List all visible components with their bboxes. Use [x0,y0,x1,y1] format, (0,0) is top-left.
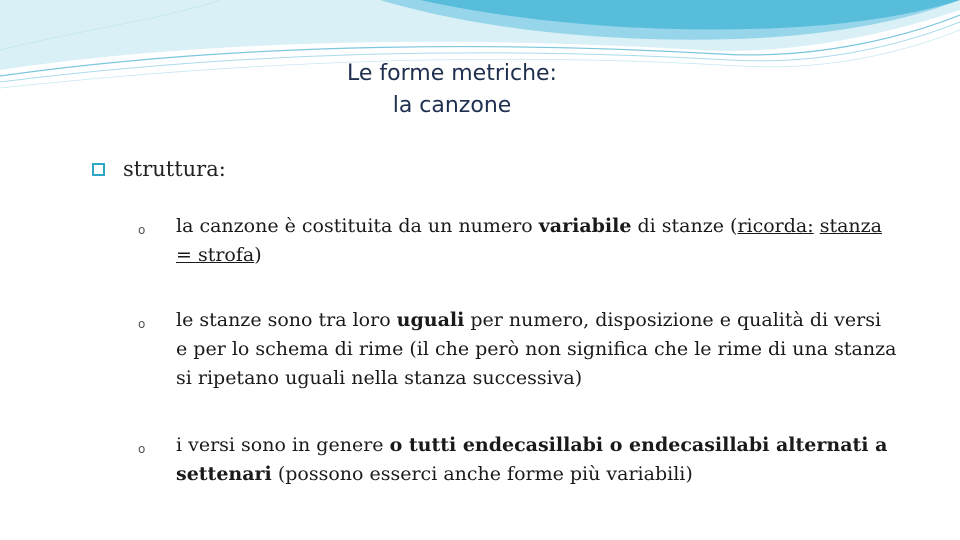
text-segment-bold: variabile [538,215,632,237]
text-segment: la canzone è costituita da un numero [176,215,539,237]
title-line-1: Le forme metriche: [347,61,557,86]
text-segment: per numero, disposizione e qualità di versi e per lo schema di rime (il che però non significa che le rime di una stanza si ripetano uguali nella stanza successiva) [176,309,897,389]
text-segment: (possono esserci anche forme più variabili) [271,463,693,485]
circle-bullet-icon: o [138,223,146,237]
text-segment-underline: ricorda: [737,215,814,237]
main-bullet [92,157,226,181]
text-segment-bold: o tutti endecasillabi o endecasillabi alternati a settenari [176,434,888,485]
list-item [138,306,898,393]
text-segment: di stanze ( [631,215,738,237]
list-item [138,431,898,489]
text-segment-bold: uguali [396,309,465,331]
list-item-text [176,306,898,393]
circle-bullet-icon: o [138,442,146,456]
text-segment: ) [254,244,262,266]
main-bullet-label: struttura: [123,157,226,181]
list-item-text [176,431,898,489]
square-bullet-icon [92,163,105,176]
circle-bullet-icon: o [138,317,146,331]
text-segment: i versi sono in genere [176,434,390,456]
title-line-2: la canzone [392,93,512,118]
slide-title [0,58,904,122]
list-item-text [176,212,898,270]
text-segment-underline: stanza = strofa [176,215,882,266]
text-segment: le stanze sono tra loro [176,309,397,331]
list-item [138,212,898,270]
